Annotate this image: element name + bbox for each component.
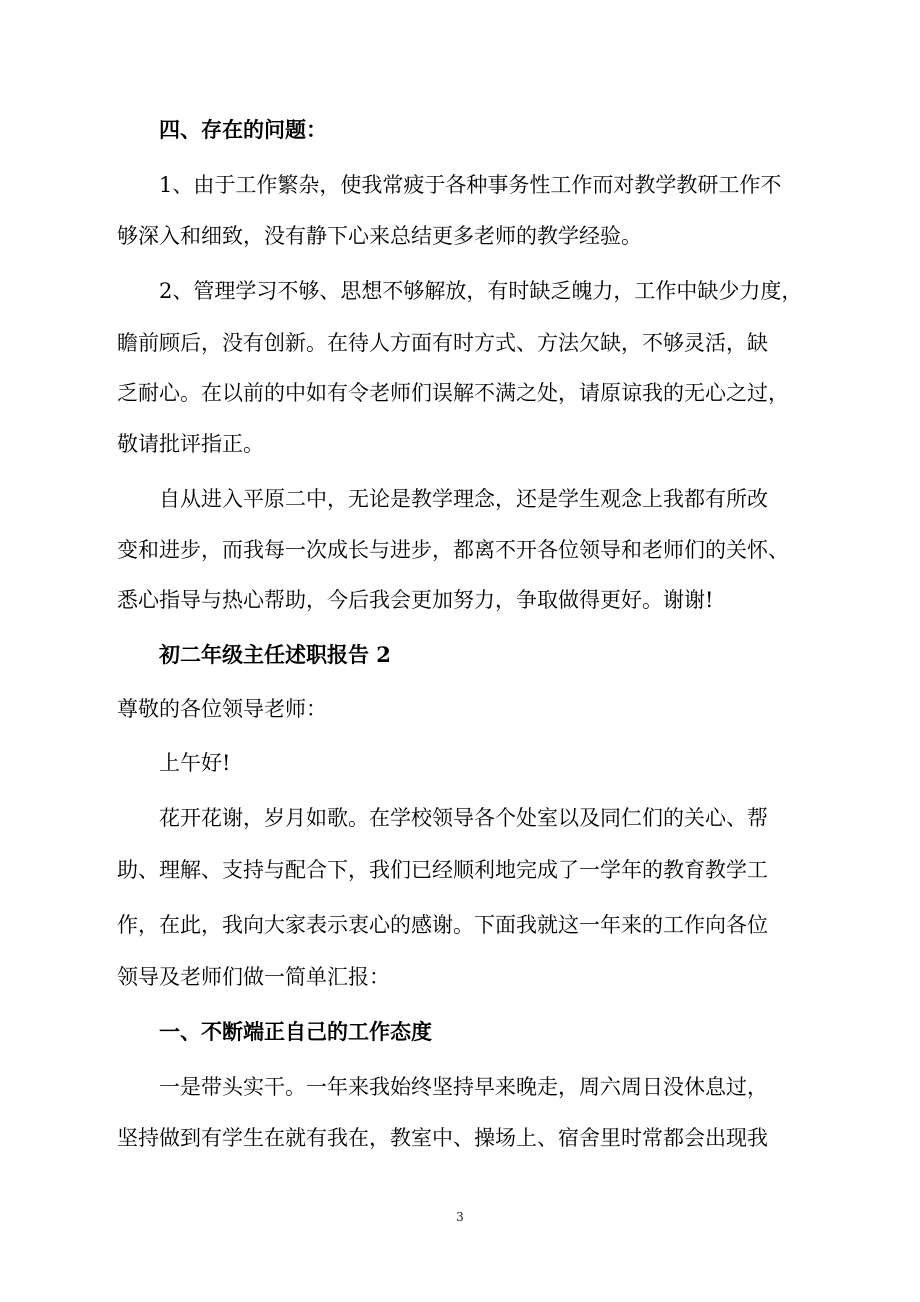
issue2-line2: 瞻前顾后，没有创新。在待人方面有时方式、方法欠缺，不够灵活，缺 — [117, 331, 768, 355]
intro-line4: 领导及老师们做一简单汇报： — [117, 965, 390, 989]
issue2-line4: 敬请批评指正。 — [117, 432, 264, 456]
section1-line1: 一是带头实干。一年来我始终坚持早来晚走，周六周日没休息过， — [159, 1075, 768, 1099]
section1-heading: 一、不断端正自己的工作态度 — [159, 1019, 432, 1044]
issue2-line3: 乏耐心。在以前的中如有令老师们误解不满之处，请原谅我的无心之过， — [117, 381, 789, 405]
closing-line1: 自从进入平原二中，无论是教学理念，还是学生观念上我都有所改 — [159, 487, 768, 511]
greeting: 上午好! — [159, 751, 231, 775]
closing-line3: 悉心指导与热心帮助，今后我会更加努力，争取做得更好。谢谢! — [117, 588, 714, 612]
section1-line2: 坚持做到有学生在就有我在，教室中、操场上、宿舍里时常都会出现我 — [117, 1126, 768, 1150]
salutation: 尊敬的各位领导老师： — [117, 697, 327, 721]
issue2-line1: 2、管理学习不够、思想不够解放，有时缺乏魄力，工作中缺少力度， — [159, 279, 803, 303]
heading-issues: 四、存在的问题： — [159, 117, 327, 142]
intro-line1: 花开花谢，岁月如歌。在学校领导各个处室以及同仁们的关心、帮 — [159, 806, 768, 830]
issue1-line2: 够深入和细致，没有静下心来总结更多老师的教学经验。 — [117, 224, 642, 248]
intro-line2: 助、理解、支持与配合下，我们已经顺利地完成了一学年的教育教学工 — [117, 858, 768, 882]
closing-line2: 变和进步，而我每一次成长与进步，都离不开各位领导和老师们的关怀、 — [117, 538, 789, 562]
page-number: 3 — [456, 1210, 464, 1224]
issue1-line1: 1、由于工作繁杂，使我常疲于各种事务性工作而对教学教研工作不 — [159, 173, 782, 197]
report2-title: 初二年级主任述职报告 2 — [159, 642, 391, 667]
intro-line3: 作，在此，我向大家表示衷心的感谢。下面我就这一年来的工作向各位 — [117, 913, 768, 937]
